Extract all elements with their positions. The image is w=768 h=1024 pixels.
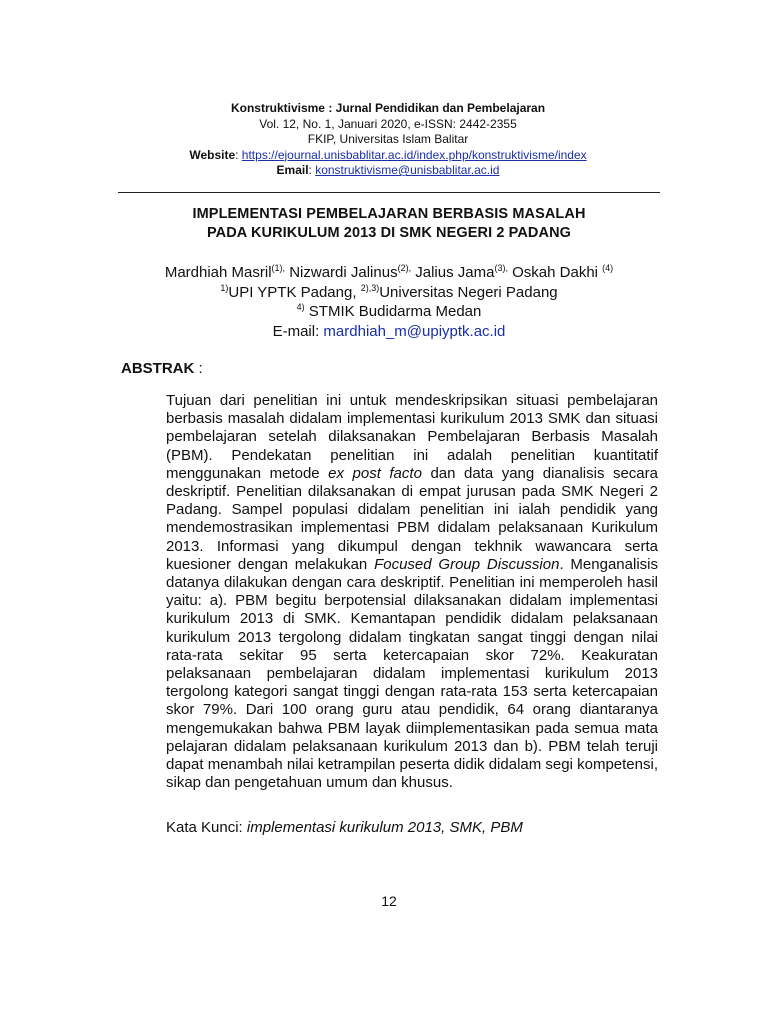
title-line-1: IMPLEMENTASI PEMBELAJARAN BERBASIS MASALAH xyxy=(192,206,586,222)
keywords-value: implementasi kurikulum 2013, SMK, PBM xyxy=(246,819,523,836)
abstract-heading xyxy=(121,360,203,377)
affiliation-marker: 4) xyxy=(296,302,305,312)
keywords-line xyxy=(166,819,523,836)
abstract-heading-colon: : xyxy=(194,360,203,377)
email-label: Email xyxy=(276,163,309,177)
paper-title xyxy=(0,205,768,243)
author-block xyxy=(0,263,768,341)
journal-header xyxy=(0,101,768,179)
affiliation-1: UPI YPTK Padang, xyxy=(228,283,361,301)
journal-volume: Vol. 12, No. 1, Januari 2020, e-ISSN: 2442-2355 xyxy=(259,116,517,131)
author-marker: (2), xyxy=(397,263,412,273)
header-divider xyxy=(118,192,660,193)
author-marker: (4) xyxy=(602,263,614,273)
affiliation-4: STMIK Budidarma Medan xyxy=(304,303,482,320)
contact-email-line xyxy=(0,322,768,342)
affiliation-4-line xyxy=(0,302,768,322)
abstract-body xyxy=(166,392,658,792)
journal-email: Email: konstruktivisme@unisbablitar.ac.id xyxy=(276,163,500,177)
abstract-text: . Menganalisis datanya dilakukan dengan cara deskriptif. Penelitian ini memperoleh hasil yaitu: a). PBM begitu berpotensial dilaksanakan didalam implementasi kurikulum 2013 di SMK. Kemantapan pendidik didalam pelaksanaan kurikulum 2013 tergolong didalam tingkatan sangat tinggi dengan nilai rata-rata sekitar 95 serta ketercapaian skor 72%. Keakuratan pelaksanaan pembelajaran didalam implementasi kurikulum 2013 tergolong kategori sangat tinggi dengan rata-rata 153 serta ketercapaian skor 79%. Dari 100 orang guru atau pendidik, 64 orang diantaranya mengemukakan bahwa PBM layak diimplementasikan pada semua mata pelajaran didalam pelaksanaan kurikulum 2013 dan b). PBM telah teruji dapat menambah nilai ketrampilan peserta didik didalam segi kompetensi, sikap dan pengetahuan umum dan khusus. xyxy=(166,555,658,792)
abstract-text: dan data yang dianalisis secara deskriptif. Penelitian dilaksanakan di empat jurusan pada SMK Negeri 2 Padang. Sampel populasi didalam penelitian ini ialah pendidik yang mendemostrasikan implementasi PBM didalam pelaksanaan Kurikulum 2013. Informasi yang dikumpul dengan tekhnik wawancara serta kuesioner dengan melakukan xyxy=(166,464,658,573)
abstract-text: Tujuan dari penelitian ini untuk mendeskripsikan situasi pembelajaran berbasis masalah didalam implementasi kurikulum 2013 SMK dan situasi pembelajaran setelah dilaksanakan Pembelajaran Berbasis Masalah (PBM). Pendekatan penelitian ini adalah penelitian kuantitatif menggunakan metode xyxy=(166,392,658,482)
website-link[interactable]: https://ejournal.unisbablitar.ac.id/index.php/konstruktivisme/index xyxy=(241,147,587,162)
keywords-label: Kata Kunci: xyxy=(166,819,247,836)
affiliation-marker: 1) xyxy=(220,282,229,293)
email-link[interactable]: konstruktivisme@unisbablitar.ac.id xyxy=(315,163,500,177)
author-marker: (3), xyxy=(494,263,508,273)
author-marker: (1), xyxy=(271,263,286,273)
author-list xyxy=(0,263,768,283)
affiliation-marker: 2),3) xyxy=(360,282,380,293)
contact-email-link[interactable]: mardhiah_m@upiyptk.ac.id xyxy=(323,322,506,340)
author-name: Oskah Dakhi xyxy=(512,264,598,281)
title-line-2: PADA KURIKULUM 2013 DI SMK NEGERI 2 PADANG xyxy=(206,225,572,241)
author-name: Mardhiah Masril xyxy=(164,264,272,281)
affiliations-line xyxy=(0,283,768,303)
contact-label: E-mail: xyxy=(272,322,324,340)
author-name: Jalius Jama xyxy=(415,264,495,281)
author-name: Nizwardi Jalinus xyxy=(289,264,398,281)
affiliation-2-3: Universitas Negeri Padang xyxy=(379,283,558,301)
website-label: Website xyxy=(189,147,236,162)
abstract-italic-term: Focused Group Discussion xyxy=(374,555,560,573)
page-number: 12 xyxy=(381,893,397,909)
journal-faculty: FKIP, Universitas Islam Balitar xyxy=(307,132,469,146)
journal-name: Konstruktivisme : Jurnal Pendidikan dan Pembelajaran xyxy=(230,101,546,115)
abstract-heading-label: ABSTRAK xyxy=(121,360,195,377)
journal-website: Website: https://ejournal.unisbablitar.ac.id/index.php/konstruktivisme/index xyxy=(189,147,587,162)
abstract-italic-term: ex post facto xyxy=(328,464,422,482)
